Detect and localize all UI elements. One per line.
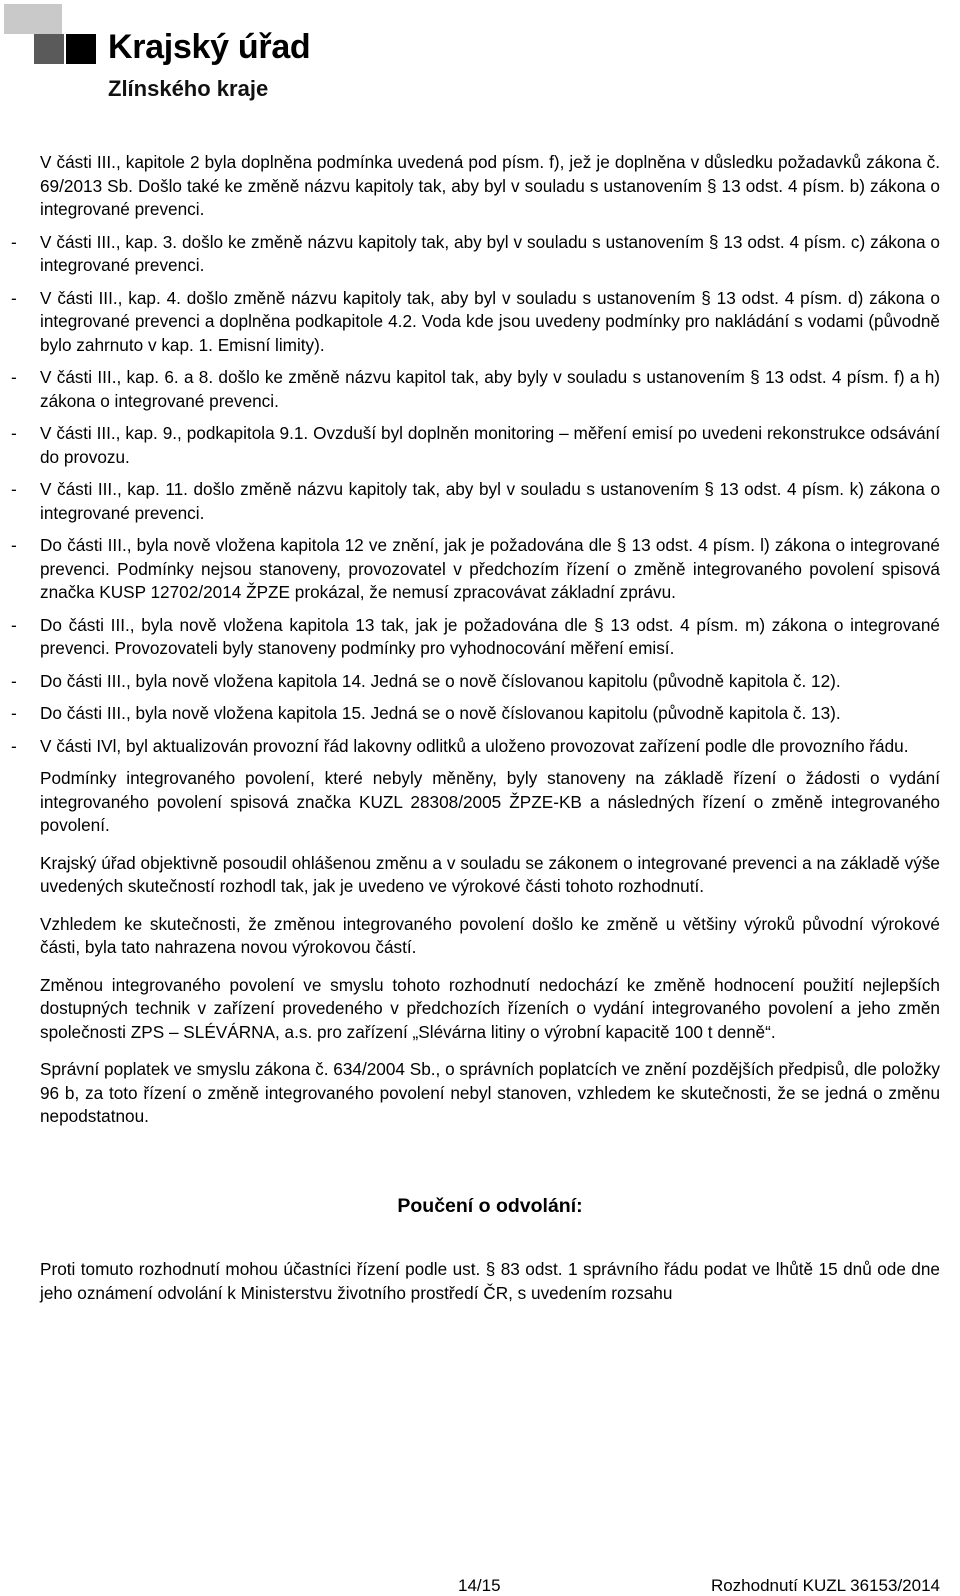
list-item: - Do části III., byla nově vložena kapitola 14. Jedná se o nově číslovanou kapitolu (původně kapitola č. 12). (40, 670, 940, 694)
logo-square-black (66, 34, 96, 64)
list-item: - Do části III., byla nově vložena kapitola 15. Jedná se o nově číslovanou kapitolu (původně kapitola č. 13). (40, 702, 940, 726)
list-item: - V části III., kap. 11. došlo změně názvu kapitoly tak, aby byl v souladu s ustanovením § 13 odst. 4 písm. k) zákona o integrované prevenci. (40, 478, 940, 525)
final-paragraph: Proti tomuto rozhodnutí mohou účastníci řízení podle ust. § 83 odst. 1 správního řádu podat ve lhůtě 15 dnů ode dne jeho oznámení odvolání k Ministerstvu životního prostředí ČR, s uvedením rozsahu (40, 1259, 940, 1303)
list-item: - V části III., kap. 3. došlo ke změně názvu kapitoly tak, aby byl v souladu s ustanovením § 13 odst. 4 písm. c) zákona o integrované prevenci. (40, 231, 940, 278)
logo-subtitle: Zlínského kraje (108, 76, 269, 101)
paragraph: Změnou integrovaného povolení ve smyslu tohoto rozhodnutí nedochází ke změně hodnocení použití nejlepších dostupných technik v zařízení provedeného v předchozích řízeních o vydání integrovaného povolení a jeho změn společnosti ZPS – SLÉVÁRNA, a.s. pro zařízení „Slévárna litiny o výrobní kapacitě 100 t denně“. (40, 974, 940, 1042)
paragraph: Správní poplatek ve smyslu zákona č. 634/2004 Sb., o správních poplatcích ve znění pozdějších předpisů, dle položky 96 b, za toto řízení o změně integrovaného povolení nebyl stanoven, vzhledem ke skutečnosti, že se jedná o změnu nepodstatnou. (40, 1059, 941, 1126)
logo-square-light (4, 4, 62, 34)
list-item: - V části III., kap. 4. došlo změně názvu kapitoly tak, aby byl v souladu s ustanovením § 13 odst. 4 písm. d) zákona o integrované prevenci a doplněna podkapitole 4.2. Voda kde jsou uvedeny podmínky pro nakládání s vodami (původně bylo zahrnuto v kap. 1. Emisní limity). (40, 287, 940, 358)
intro-paragraph: V části III., kapitole 2 byla doplněna podmínka uvedená pod písm. f), jež je doplněna v důsledku požadavků zákona č. 69/2013 Sb. Došlo také ke změně názvu kapitoly tak, aby byl v souladu s ustanovením § 13 odst. 4 písm. b) zákona o integrované prevenci. (40, 152, 940, 219)
section-heading: Poučení o odvolání: (397, 1194, 583, 1217)
paragraph: Podmínky integrovaného povolení, které nebyly měněny, byly stanoveny na základě řízení o žádosti o vydání integrovaného povolení spisová značka KUZL 28308/2005 ŽPZE-KB a následných řízení o změně integrovaného povolení. (40, 768, 940, 835)
header-logo (0, 0, 320, 110)
paragraph: Krajský úřad objektivně posoudil ohlášenou změnu a v souladu se zákonem o integrované prevenci a na základě výše uvedených skutečností rozhodl tak, jak je uvedeno ve výrokové části tohoto rozhodnutí. (40, 852, 940, 896)
page-number: 14/15 (458, 1576, 501, 1595)
list-item: - Do části III., byla nově vložena kapitola 12 ve znění, jak je požadována dle § 13 odst. 4 písm. l) zákona o integrované prevenci. Podmínky nejsou stanoveny, provozovatel v předchozím řízení o změně integrovaného povolení spisová značka KUSP 12702/2014 ŽPZE prokázal, že nemusí zpracovávat základní zprávu. (40, 534, 940, 605)
document-body (40, 151, 940, 1305)
logo-title: Krajský úřad (108, 28, 311, 66)
change-list (40, 231, 940, 759)
list-item: - V části IVl, byl aktualizován provozní řád lakovny odlitků a uloženo provozovat zařízení podle dle provozního řádu. (40, 735, 940, 759)
document-reference: Rozhodnutí KUZL 36153/2014 (710, 1576, 940, 1595)
list-item: - Do části III., byla nově vložena kapitola 13 tak, jak je požadována dle § 13 odst. 4 písm. m) zákona o integrované prevenci. Provozovateli byly stanoveny podmínky pro vyhodnocování měření emisí. (40, 614, 940, 661)
list-item: - V části III., kap. 9., podkapitola 9.1. Ovzduší byl doplněn monitoring – měření emisí po uvedeni rekonstrukce odsávání do provozu. (40, 422, 940, 469)
paragraph: Vzhledem ke skutečnosti, že změnou integrovaného povolení došlo ke změně u většiny výroků původní výrokové části, byla tato nahrazena novou výrokovou částí. (40, 913, 940, 957)
list-item: - V části III., kap. 6. a 8. došlo ke změně názvu kapitol tak, aby byly v souladu s ustanovením § 13 odst. 4 písm. f) a h) zákona o integrované prevenci. (40, 366, 940, 413)
logo-square-gray (34, 34, 64, 64)
